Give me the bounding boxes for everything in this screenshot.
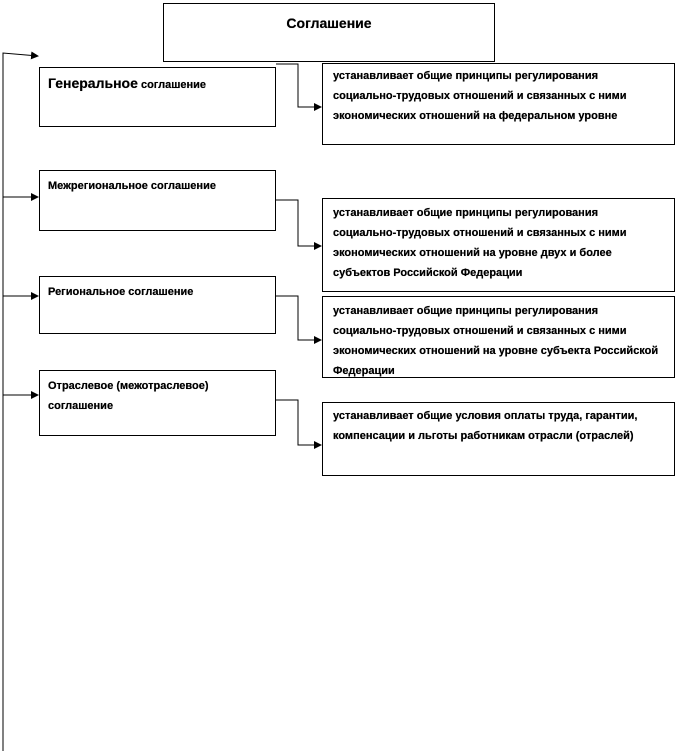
elbow-arrow-regional [276, 296, 321, 340]
node-regional-agreement [39, 276, 276, 334]
desc-general-agreement [322, 63, 675, 145]
desc-text: устанавливает общие принципы регулирования социально-трудовых отношений и связанных с ними экономических отношений на федеральном уровне [333, 70, 627, 122]
elbow-arrow-general [276, 64, 321, 107]
desc-text: устанавливает общие принципы регулирования социально-трудовых отношений и связанных с ними экономических отношений на уровне двух и более субъектов Российской Федерации [333, 207, 627, 279]
node-label-rest: Отраслевое (межотраслевое) соглашение [48, 380, 209, 412]
spine-line [3, 53, 38, 751]
node-label-rest: соглашение [137, 79, 207, 91]
elbow-arrow-interregional [276, 200, 321, 246]
node-sectoral-agreement [39, 370, 276, 436]
desc-regional-agreement [322, 296, 675, 378]
node-interregional-agreement [39, 170, 276, 231]
node-label-rest: Межрегиональное соглашение [48, 180, 216, 192]
elbow-arrow-sectoral [276, 400, 321, 445]
node-general-agreement [39, 67, 276, 127]
desc-text: устанавливает общие условия оплаты труда, гарантии, компенсации и льготы работникам отрасли (отраслей) [333, 410, 638, 442]
desc-interregional-agreement [322, 198, 675, 292]
root-node [163, 3, 495, 62]
root-title: Соглашение [286, 15, 372, 31]
desc-sectoral-agreement [322, 402, 675, 476]
node-label-rest: Региональное соглашение [48, 286, 194, 298]
node-label-lead: Генеральное [48, 75, 138, 91]
desc-text: устанавливает общие принципы регулирования социально-трудовых отношений и связанных с ними экономических отношений на уровне субъекта Российской Федерации [333, 305, 659, 377]
